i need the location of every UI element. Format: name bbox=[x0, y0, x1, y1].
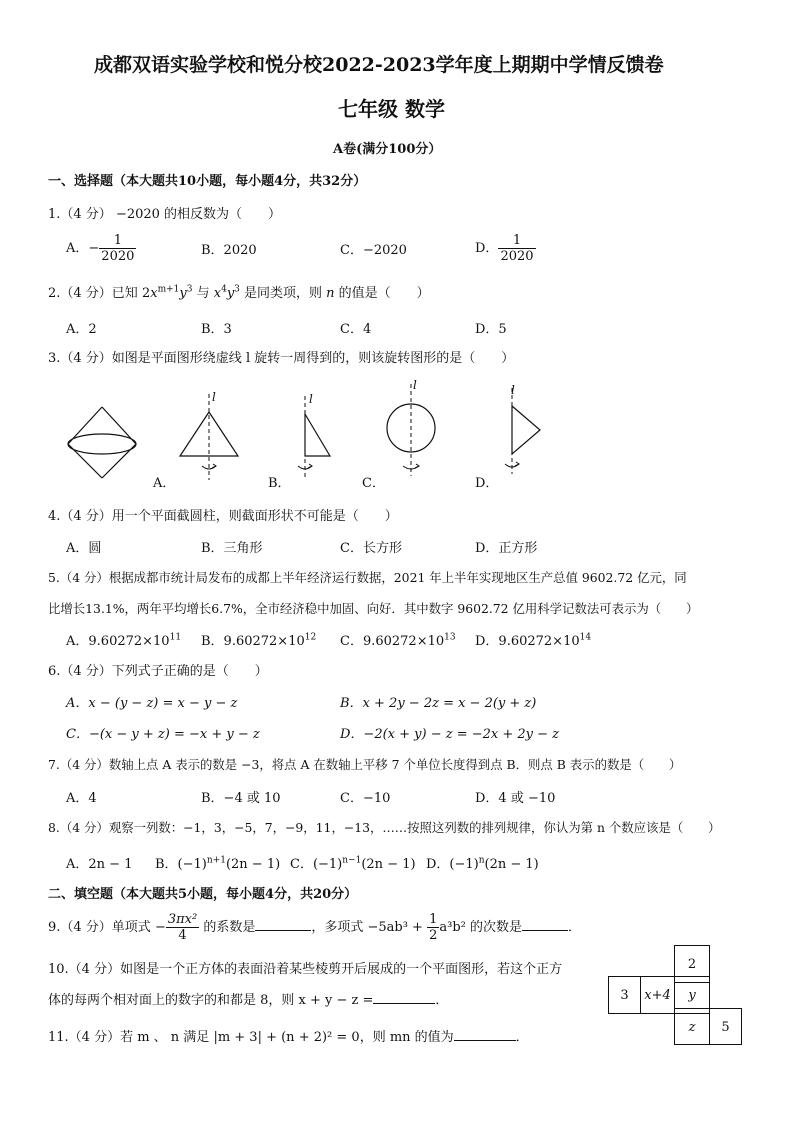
question-4-option-d[interactable]: D．正方形 bbox=[475, 541, 538, 556]
question-5-option-c[interactable] bbox=[340, 630, 456, 649]
text: (2n − 1) bbox=[484, 857, 539, 872]
text: D．(−1) bbox=[426, 857, 479, 872]
question-8-option-b[interactable] bbox=[155, 853, 280, 872]
answer-blank[interactable] bbox=[454, 1040, 516, 1041]
text: 是同类项，则 bbox=[239, 286, 327, 301]
exam-subtitle: 七年级 数学 bbox=[338, 97, 445, 121]
cube-net-cell: y bbox=[674, 976, 710, 1014]
text: ． bbox=[515, 1030, 529, 1045]
answer-blank[interactable] bbox=[255, 930, 311, 931]
text: ． bbox=[435, 993, 449, 1008]
question-2-stem bbox=[48, 282, 430, 301]
text: 体的每两个相对面上的数字的和都是 8，则 x + y − z = bbox=[48, 993, 374, 1008]
cube-net-cell: x+4 bbox=[640, 976, 675, 1014]
fraction bbox=[166, 912, 199, 943]
option-a-triangle-figure[interactable] bbox=[176, 388, 246, 483]
text: B．(−1) bbox=[155, 857, 207, 872]
question-6-option-c[interactable]: C．−(x − y + z) = −x + y − z bbox=[66, 727, 260, 742]
text: 的系数是 bbox=[199, 920, 256, 935]
question-7-option-b[interactable]: B．−4 或 10 bbox=[201, 791, 281, 806]
cube-net-cell: 3 bbox=[608, 976, 641, 1014]
option-label: A． bbox=[66, 241, 89, 256]
question-3-option-d[interactable]: D． bbox=[475, 476, 499, 491]
fraction bbox=[498, 233, 535, 264]
axis-label-l: l bbox=[309, 392, 313, 406]
cube-net-cell: 5 bbox=[709, 1008, 742, 1045]
text: A．9.60272×10 bbox=[66, 634, 170, 649]
question-5-line-1: 5.（4 分）根据成都市统计局发布的成都上半年经济运行数据，2021 年上半年实现地区生产总值 9602.72 亿元，同 bbox=[48, 570, 687, 585]
exp: 4 bbox=[221, 284, 227, 295]
text: C．(−1) bbox=[290, 857, 343, 872]
option-label: D． bbox=[475, 241, 499, 256]
question-8-option-c[interactable] bbox=[290, 853, 416, 872]
question-3-option-c[interactable]: C． bbox=[362, 476, 385, 491]
question-7-option-a[interactable]: A．4 bbox=[66, 791, 97, 806]
question-2-option-d[interactable]: D．5 bbox=[475, 322, 507, 337]
exp: 11 bbox=[169, 632, 182, 643]
question-5-option-d[interactable] bbox=[475, 630, 591, 649]
text: D．9.60272×10 bbox=[475, 634, 580, 649]
numerator: 3πx² bbox=[167, 912, 198, 927]
question-11 bbox=[48, 1026, 529, 1045]
var: n bbox=[326, 286, 335, 301]
question-4-stem: 4.（4 分）用一个平面截圆柱，则截面形状不可能是（ ） bbox=[48, 509, 398, 524]
question-5-option-a[interactable] bbox=[66, 630, 181, 649]
cube-net-cell: z bbox=[674, 1008, 710, 1045]
minus-sign: − bbox=[88, 241, 100, 256]
text: (2n − 1) bbox=[361, 857, 416, 872]
question-7-stem: 7.（4 分）数轴上点 A 表示的数是 −3，将点 A 在数轴上平移 7 个单位长度得到点 B．则点 B 表示的数是（ ） bbox=[48, 757, 682, 772]
text: ． bbox=[568, 920, 582, 935]
question-6-option-d[interactable]: D．−2(x + y) − z = −2x + 2y − z bbox=[340, 727, 560, 742]
exp: 3 bbox=[234, 284, 240, 295]
question-5-option-b[interactable] bbox=[201, 630, 316, 649]
text: 11.（4 分）若 m 、 n 满足 |m + 3| + (n + 2)² = 0，则 mn 的值为 bbox=[48, 1030, 454, 1045]
denominator: 2 bbox=[429, 928, 438, 943]
option-b-right-triangle-figure[interactable] bbox=[290, 392, 340, 482]
text: 9.（4 分）单项式 − bbox=[48, 920, 166, 935]
question-8-option-a[interactable]: A．2n − 1 bbox=[66, 857, 133, 872]
exp: n bbox=[478, 855, 485, 866]
text: ，多项式 −5ab³ + bbox=[311, 920, 428, 935]
text: 的值是（ ） bbox=[334, 286, 430, 301]
exp: 3 bbox=[186, 284, 193, 295]
text: 2.（4 分）已知 2 bbox=[48, 286, 151, 301]
exp: 12 bbox=[304, 632, 317, 643]
question-2-option-a[interactable]: A．2 bbox=[66, 322, 97, 337]
option-d-triangle-figure[interactable] bbox=[500, 384, 550, 480]
var: x bbox=[150, 286, 158, 301]
axis-label-l: l bbox=[511, 383, 515, 397]
question-7-option-d[interactable]: D．4 或 −10 bbox=[475, 791, 556, 806]
section-fill-heading: 二、填空题（本大题共5小题，每小题4分，共20分） bbox=[48, 887, 358, 902]
question-4-option-a[interactable]: A．圆 bbox=[66, 541, 102, 556]
question-1-option-c[interactable]: C．−2020 bbox=[340, 243, 407, 258]
question-6-stem: 6.（4 分）下列式子正确的是（ ） bbox=[48, 664, 268, 679]
exam-title: 成都双语实验学校和悦分校2022-2023学年度上期期中学情反馈卷 bbox=[94, 54, 664, 76]
question-7-option-c[interactable]: C．−10 bbox=[340, 791, 391, 806]
numerator: 1 bbox=[498, 233, 535, 249]
text: B．9.60272×10 bbox=[201, 634, 305, 649]
var: x bbox=[213, 286, 222, 301]
question-1-stem: 1.（4 分） −2020 的相反数为（ ） bbox=[48, 207, 282, 222]
question-3-option-a[interactable]: A． bbox=[153, 476, 176, 491]
question-8-option-d[interactable] bbox=[426, 853, 539, 872]
text: a³b² 的次数是 bbox=[439, 920, 523, 935]
exp: m+1 bbox=[157, 284, 180, 295]
numerator: 1 bbox=[99, 233, 136, 249]
exp: n−1 bbox=[342, 855, 362, 866]
answer-blank[interactable] bbox=[373, 1003, 435, 1004]
exp: 14 bbox=[579, 632, 592, 643]
question-10-line-2 bbox=[48, 989, 448, 1008]
text: (2n − 1) bbox=[225, 857, 281, 872]
question-1-option-b[interactable]: B．2020 bbox=[201, 243, 257, 258]
question-2-option-b[interactable]: B．3 bbox=[201, 322, 232, 337]
question-8-stem: 8.（4 分）观察一列数：−1，3，−5，7，−9，11，−13，……按照这列数的排列规律，你认为第 n 个数应该是（ ） bbox=[48, 820, 721, 835]
var: y bbox=[226, 286, 235, 301]
double-cone-figure bbox=[64, 400, 144, 480]
section-choice-heading: 一、选择题（本大题共10小题，每小题4分，共32分） bbox=[48, 174, 367, 189]
cube-net-cell: 2 bbox=[674, 945, 710, 983]
question-4-option-b[interactable]: B．三角形 bbox=[201, 541, 263, 556]
question-3-stem: 3.（4 分）如图是平面图形绕虚线 l 旋转一周得到的，则该旋转图形的是（ ） bbox=[48, 351, 515, 366]
exp: 13 bbox=[444, 632, 456, 643]
question-6-option-a[interactable]: A．x − (y − z) = x − y − z bbox=[66, 696, 238, 711]
text: C．9.60272×10 bbox=[340, 634, 445, 649]
option-c-circle-figure[interactable] bbox=[383, 380, 443, 480]
denominator: 4 bbox=[178, 928, 187, 943]
question-1-option-d[interactable] bbox=[475, 233, 536, 264]
question-1-option-a[interactable] bbox=[66, 233, 136, 264]
question-9 bbox=[48, 912, 581, 943]
paper-part-label: A卷(满分100分） bbox=[333, 142, 442, 157]
axis-label-l: l bbox=[212, 390, 216, 404]
axis-label-l: l bbox=[413, 378, 417, 392]
answer-blank[interactable] bbox=[522, 930, 568, 931]
fraction bbox=[99, 233, 136, 264]
fraction bbox=[427, 912, 439, 943]
question-6-option-b[interactable]: B．x + 2y − 2z = x − 2(y + z) bbox=[340, 696, 537, 711]
question-4-option-c[interactable]: C．长方形 bbox=[340, 541, 402, 556]
denominator: 2020 bbox=[500, 249, 534, 264]
denominator: 2020 bbox=[101, 249, 135, 264]
question-2-option-c[interactable]: C．4 bbox=[340, 322, 372, 337]
question-3-option-b[interactable]: B． bbox=[268, 476, 291, 491]
numerator: 1 bbox=[429, 912, 438, 927]
question-10-line-1: 10.（4 分）如图是一个正方体的表面沿着某些棱剪开后展成的一个平面图形，若这个正方 bbox=[48, 962, 563, 977]
var: y bbox=[179, 286, 187, 301]
text: 与 bbox=[192, 286, 214, 301]
exp: n+1 bbox=[206, 855, 226, 866]
question-5-line-2: 比增长13.1%，两年平均增长6.7%，全市经济稳中加固、向好．其中数字 9602.72 亿用科学记数法可表示为（ ） bbox=[48, 601, 699, 616]
